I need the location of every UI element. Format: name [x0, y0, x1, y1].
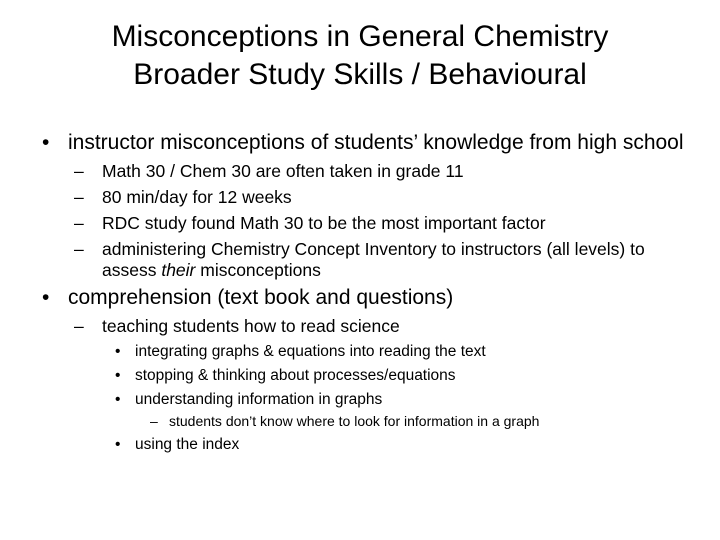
sub-item-text-after: misconceptions [195, 260, 321, 280]
bullet-dot-icon: • [115, 436, 121, 453]
dash-icon: – [74, 316, 84, 336]
bullet-dot-icon: • [42, 131, 50, 154]
sub-sub-item-using-index [40, 435, 700, 454]
level4-item-text: students don’t know where to look for information in a graph [169, 413, 540, 429]
bullet-item-comprehension [40, 285, 700, 311]
sub-item-80-min [40, 187, 700, 208]
sub-item-math-chem [40, 161, 700, 182]
bullet-text: instructor misconceptions of students’ knowledge from high school [68, 131, 684, 154]
sub-item-text: teaching students how to read science [102, 316, 400, 336]
title-line-1: Misconceptions in General Chemistry [111, 20, 609, 53]
bullet-item-instructor-misconceptions [40, 130, 700, 156]
slide-title [30, 18, 690, 94]
bullet-dot-icon: • [115, 391, 121, 408]
sub-item-rdc-study [40, 213, 700, 234]
dash-icon: – [74, 187, 84, 207]
sub-sub-item-stopping-thinking [40, 366, 700, 385]
sub-sub-item-text: integrating graphs & equations into reading the text [135, 343, 486, 360]
sub-item-text-before: administering Chemistry Concept Inventory to instructors (all levels) to assess [102, 239, 645, 280]
sub-item-text: Math 30 / Chem 30 are often taken in grade 11 [102, 161, 464, 181]
sub-sub-item-understanding-graphs [40, 390, 700, 409]
sub-sub-item-text: using the index [135, 436, 240, 453]
sub-item-text-italic: their [161, 260, 196, 280]
sub-sub-item-integrating-graphs [40, 342, 700, 361]
dash-icon: – [74, 213, 84, 233]
dash-icon: – [74, 161, 84, 181]
bullet-list [40, 126, 700, 454]
bullet-dot-icon: • [115, 343, 121, 360]
title-line-2: Broader Study Skills / Behavioural [133, 58, 587, 91]
sub-sub-item-text: stopping & thinking about processes/equations [135, 367, 456, 384]
sub-item-teaching-read-science [40, 316, 700, 337]
dash-icon: – [74, 239, 84, 259]
sub-sub-item-text: understanding information in graphs [135, 391, 383, 408]
sub-item-text: RDC study found Math 30 to be the most important factor [102, 213, 546, 233]
bullet-dot-icon: • [115, 367, 121, 384]
bullet-text: comprehension (text book and questions) [68, 286, 454, 309]
sub-item-text: 80 min/day for 12 weeks [102, 187, 292, 207]
dash-icon: – [150, 413, 158, 429]
bullet-dot-icon: • [42, 286, 50, 309]
level4-item-where-to-look [40, 413, 700, 430]
sub-item-concept-inventory [40, 239, 700, 281]
